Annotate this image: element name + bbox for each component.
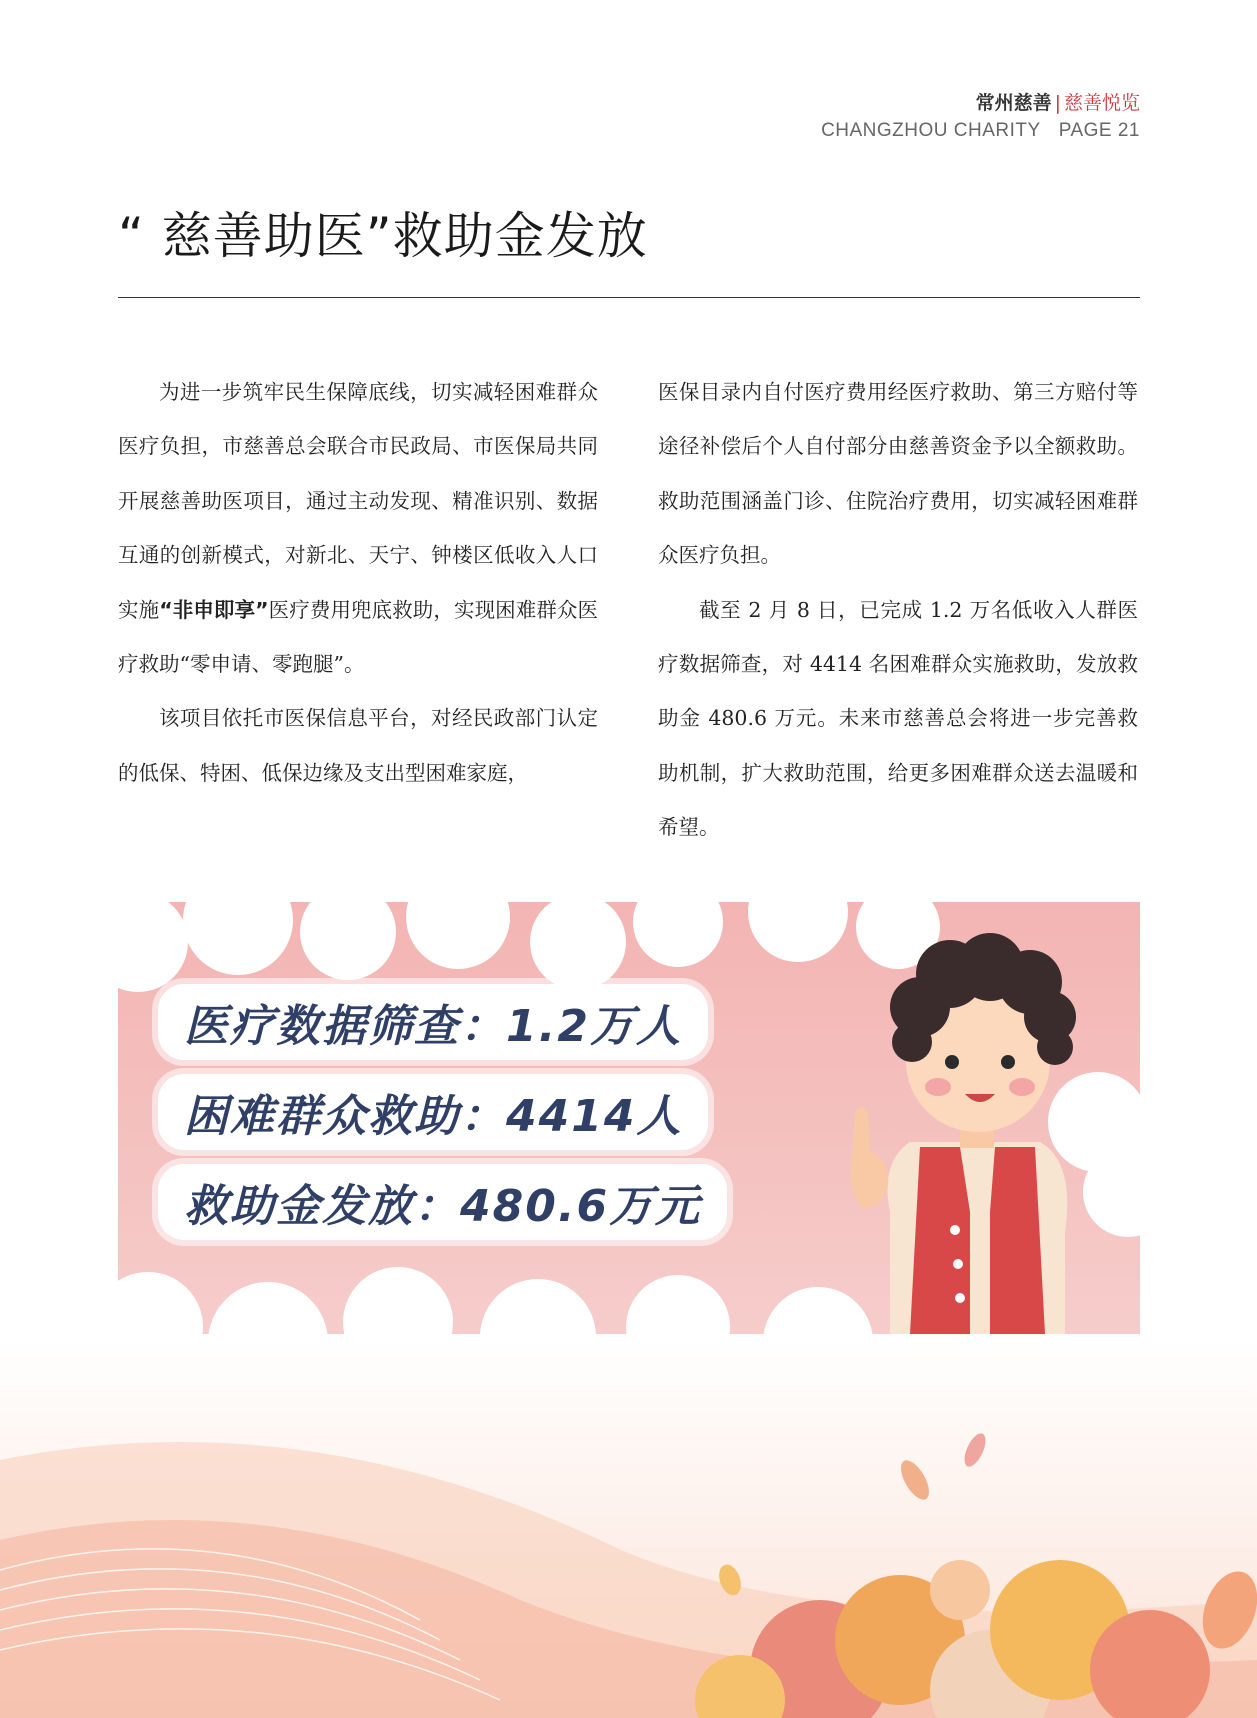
brand-name: 常州慈善 xyxy=(975,92,1052,114)
article-column-right xyxy=(658,365,1138,855)
page-line xyxy=(821,120,1140,142)
section-name: 慈善悦览 xyxy=(1063,92,1140,114)
decorative-flowers-illustration xyxy=(0,1340,1257,1718)
cartoon-character-illustration xyxy=(850,912,1100,1334)
brand-separator: | xyxy=(1054,92,1061,114)
article-title: “ 慈善助医”救助金发放 xyxy=(118,207,648,265)
page-number: PAGE 21 xyxy=(1058,120,1140,141)
paragraph: 该项目依托市医保信息平台，对经民政部门认定的低保、特困、低保边缘及支出型困难家庭， xyxy=(118,706,598,785)
paragraph-text: 为进一步筑牢民生保障底线，切实减轻困难群众医疗负担，市慈善总会联合市民政局、市医保局共同开展慈善助医项目，通过主动发现、精准识别、数据互通的创新模式，对新北、天宁、钟楼区低收入人口实施 xyxy=(118,380,598,622)
brand-line xyxy=(821,90,1140,116)
title-divider xyxy=(118,297,1140,298)
stat-funds: 救助金发放：480.6万元 xyxy=(158,1164,727,1240)
article-column-left xyxy=(118,365,598,800)
stats-banner xyxy=(118,902,1140,1334)
paragraph: 截至 2 月 8 日，已完成 1.2 万名低收入人群医疗数据筛查，对 4414 名困难群众实施救助，发放救助金 480.6 万元。未来市慈善总会将进一步完善救助机制，扩大救助范围，给更多困难群众送去温暖和希望。 xyxy=(658,597,1138,840)
english-brand: CHANGZHOU CHARITY xyxy=(821,120,1041,141)
paragraph: 医保目录内自付医疗费用经医疗救助、第三方赔付等途径补偿后个人自付部分由慈善资金予以全额救助。救助范围涵盖门诊、住院治疗费用，切实减轻困难群众医疗负担。 xyxy=(658,380,1138,568)
stats-list xyxy=(158,984,727,1254)
emphasis-text: “非申即享” xyxy=(159,597,269,622)
paragraph xyxy=(118,365,598,691)
stat-assisted: 困难群众救助：4414人 xyxy=(158,1074,708,1150)
page-header xyxy=(821,90,1140,142)
paragraph-text: 医疗费用兜底救助，实现困难群众医疗救助“零申请、零跑腿”。 xyxy=(118,597,599,677)
stat-screening: 医疗数据筛查：1.2万人 xyxy=(158,984,708,1060)
